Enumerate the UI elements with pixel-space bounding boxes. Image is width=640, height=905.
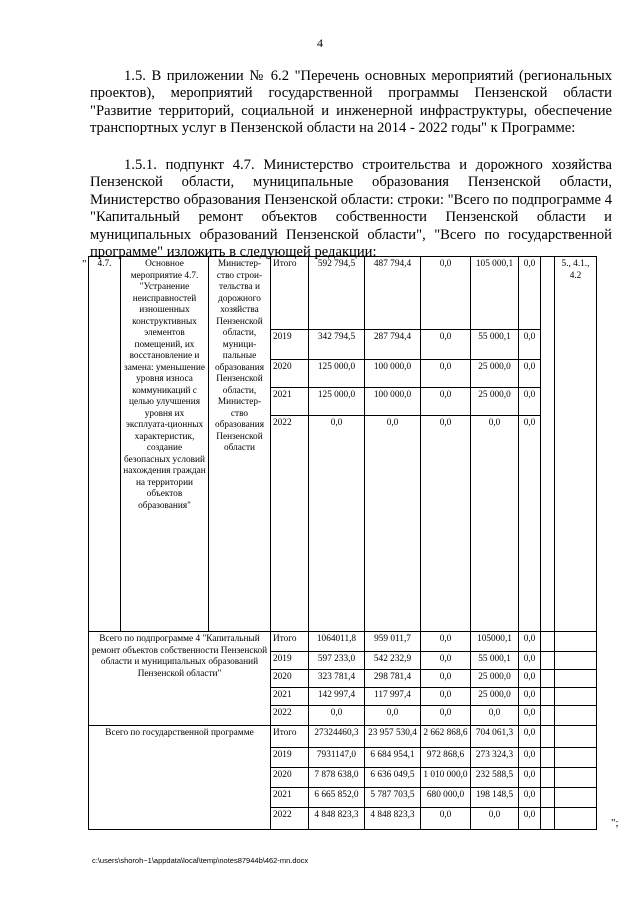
empty-cell: [541, 788, 555, 808]
value-cell: 23 957 530,4: [365, 726, 421, 748]
value-cell: 0,0: [365, 706, 421, 726]
value-cell: 323 781,4: [309, 670, 365, 688]
value-cell: 680 000,0: [421, 788, 471, 808]
value-cell: 0,0: [519, 768, 541, 788]
empty-cell: [555, 726, 597, 748]
value-cell: 25 000,0: [471, 388, 519, 416]
program-table: [88, 256, 597, 830]
value-cell: 542 232,9: [365, 652, 421, 670]
value-cell: 0,0: [471, 416, 519, 632]
value-cell: 0,0: [421, 688, 471, 706]
value-cell: 4 848 823,3: [365, 808, 421, 830]
paragraph-1-5-1: 1.5.1. подпункт 4.7. Министерство строительства и дорожного хозяйства Пензенской области, муниципальные образования Пензенской области, Министерство образования Пензенской области: строки: "Всего по подпрограмме 4 "Капитальный ремонт объектов собственности Пензенской области и муниципальных образований Пензенской области", "Всего по государственной программе" изложить в следующей редакции:: [90, 157, 612, 261]
value-cell: 959 011,7: [365, 632, 421, 652]
year-cell: Итого: [271, 257, 309, 330]
empty-cell: [541, 688, 555, 706]
year-cell: 2020: [271, 670, 309, 688]
empty-cell: [555, 788, 597, 808]
year-cell: 2022: [271, 706, 309, 726]
value-cell: 592 794,5: [309, 257, 365, 330]
value-cell: 6 665 852,0: [309, 788, 365, 808]
year-cell: 2020: [271, 360, 309, 388]
value-cell: 0,0: [519, 748, 541, 768]
value-cell: 0,0: [519, 330, 541, 360]
value-cell: 100 000,0: [365, 360, 421, 388]
value-cell: 198 148,5: [471, 788, 519, 808]
year-cell: 2021: [271, 788, 309, 808]
paragraph-1-5: 1.5. В приложении № 6.2 "Перечень основных мероприятий (региональных проектов), мероприятий государственной программы Пензенской области "Развитие территорий, социальной и инженерной инфраструктуры, обеспечение транспортных услуг в Пензенской области на 2014 - 2022 годы" к Программе:: [90, 68, 612, 137]
value-cell: 7 878 638,0: [309, 768, 365, 788]
value-cell: 125 000,0: [309, 388, 365, 416]
value-cell: 27324460,3: [309, 726, 365, 748]
value-cell: 0,0: [421, 652, 471, 670]
empty-cell: [555, 748, 597, 768]
empty-cell: [541, 257, 555, 632]
file-path-footer: c:\users\shoroh~1\appdata\local\temp\notes87944b\462-mn.docx: [92, 856, 309, 865]
empty-cell: [541, 726, 555, 748]
indicator-cell: 5., 4.1., 4.2: [555, 257, 597, 632]
year-cell: 2019: [271, 330, 309, 360]
value-cell: 55 000,1: [471, 330, 519, 360]
value-cell: 0,0: [519, 808, 541, 830]
value-cell: 0,0: [519, 632, 541, 652]
page-number: 4: [317, 36, 323, 50]
program-label: Всего по государственной программе: [89, 726, 271, 830]
value-cell: 0,0: [421, 416, 471, 632]
value-cell: 0,0: [471, 706, 519, 726]
value-cell: 0,0: [519, 670, 541, 688]
empty-cell: [555, 652, 597, 670]
value-cell: 0,0: [519, 652, 541, 670]
value-cell: 1064011,8: [309, 632, 365, 652]
value-cell: 232 588,5: [471, 768, 519, 788]
value-cell: 55 000,1: [471, 652, 519, 670]
empty-cell: [541, 652, 555, 670]
value-cell: 0,0: [421, 706, 471, 726]
year-cell: 2019: [271, 748, 309, 768]
value-cell: 597 233,0: [309, 652, 365, 670]
value-cell: 342 794,5: [309, 330, 365, 360]
value-cell: 287 794,4: [365, 330, 421, 360]
value-cell: 105 000,1: [471, 257, 519, 330]
closing-quote: ";: [611, 817, 619, 829]
value-cell: 0,0: [421, 360, 471, 388]
value-cell: 5 787 703,5: [365, 788, 421, 808]
value-cell: 0,0: [421, 257, 471, 330]
value-cell: 0,0: [421, 632, 471, 652]
value-cell: 0,0: [309, 416, 365, 632]
item-number: 4.7.: [89, 257, 121, 632]
value-cell: 0,0: [519, 706, 541, 726]
value-cell: 142 997,4: [309, 688, 365, 706]
empty-cell: [555, 632, 597, 652]
value-cell: 25 000,0: [471, 688, 519, 706]
empty-cell: [541, 706, 555, 726]
value-cell: 0,0: [421, 388, 471, 416]
value-cell: 0,0: [421, 330, 471, 360]
value-cell: 487 794,4: [365, 257, 421, 330]
empty-cell: [541, 670, 555, 688]
year-cell: 2021: [271, 388, 309, 416]
table-row-subprogram-total: [89, 632, 597, 652]
empty-cell: [541, 808, 555, 830]
value-cell: 100 000,0: [365, 388, 421, 416]
value-cell: 7931147,0: [309, 748, 365, 768]
value-cell: 972 868,6: [421, 748, 471, 768]
empty-cell: [541, 632, 555, 652]
value-cell: 704 061,3: [471, 726, 519, 748]
value-cell: 0,0: [421, 670, 471, 688]
empty-cell: [541, 768, 555, 788]
empty-cell: [555, 706, 597, 726]
value-cell: 0,0: [519, 360, 541, 388]
year-cell: 2020: [271, 768, 309, 788]
value-cell: 0,0: [421, 808, 471, 830]
empty-cell: [555, 768, 597, 788]
value-cell: 298 781,4: [365, 670, 421, 688]
opening-quote: ": [82, 258, 87, 270]
value-cell: 6 636 049,5: [365, 768, 421, 788]
value-cell: 105000,1: [471, 632, 519, 652]
item-executors: Министер-ство строи-тельства и дорожного хозяйства Пензенской области, муници-пальные образования Пензенской области, Министер-ство образования Пензенской области: [209, 257, 271, 632]
value-cell: 0,0: [519, 416, 541, 632]
value-cell: 1 010 000,0: [421, 768, 471, 788]
value-cell: 273 324,3: [471, 748, 519, 768]
year-cell: 2021: [271, 688, 309, 706]
subprogram-label: Всего по подпрограмме 4 "Капитальный ремонт объектов собственности Пензенской области и муниципальных образований Пензенской области": [89, 632, 271, 726]
value-cell: 6 684 954,1: [365, 748, 421, 768]
value-cell: 0,0: [519, 388, 541, 416]
value-cell: 2 662 868,6: [421, 726, 471, 748]
table-row-program-total: [89, 726, 597, 748]
empty-cell: [541, 748, 555, 768]
year-cell: Итого: [271, 726, 309, 748]
value-cell: 0,0: [365, 416, 421, 632]
value-cell: 0,0: [519, 257, 541, 330]
table-row-item-total: [89, 257, 597, 330]
empty-cell: [555, 670, 597, 688]
year-cell: 2022: [271, 808, 309, 830]
value-cell: 0,0: [519, 788, 541, 808]
empty-cell: [555, 688, 597, 706]
year-cell: 2022: [271, 416, 309, 632]
empty-cell: [555, 808, 597, 830]
value-cell: 0,0: [471, 808, 519, 830]
value-cell: 117 997,4: [365, 688, 421, 706]
value-cell: 125 000,0: [309, 360, 365, 388]
value-cell: 0,0: [519, 688, 541, 706]
value-cell: 25 000,0: [471, 670, 519, 688]
year-cell: Итого: [271, 632, 309, 652]
year-cell: 2019: [271, 652, 309, 670]
item-name: Основное мероприятие 4.7. "Устранение неисправностей изношенных конструктивных элементов помещений, их восстановление и замена: уменьшение уровня износа коммуникаций с целью улучшения уровня их эксплуата-ционных характеристик, создание безопасных условий нахождения граждан на территории объектов образования": [121, 257, 209, 632]
value-cell: 0,0: [309, 706, 365, 726]
value-cell: 25 000,0: [471, 360, 519, 388]
value-cell: 4 848 823,3: [309, 808, 365, 830]
value-cell: 0,0: [519, 726, 541, 748]
